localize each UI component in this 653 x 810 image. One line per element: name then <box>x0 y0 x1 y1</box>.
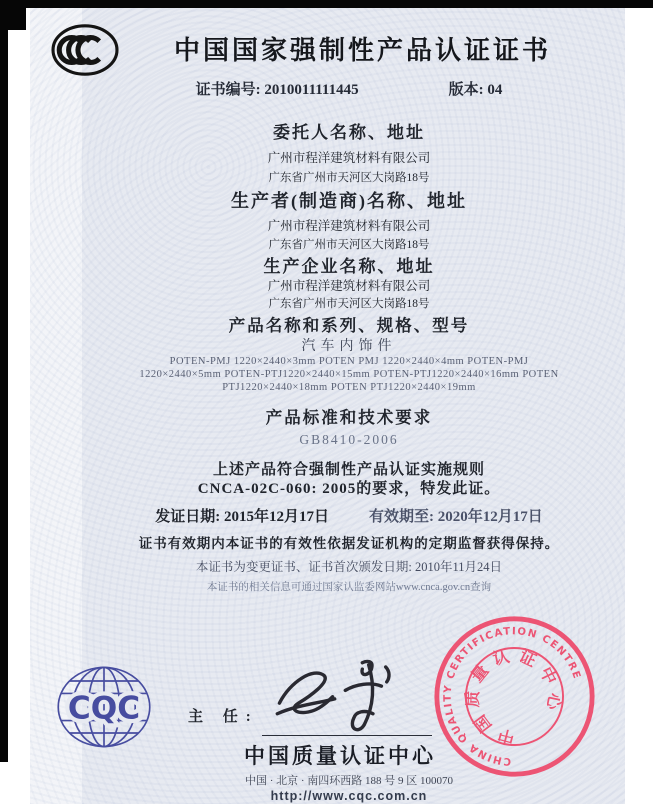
scan-edge-left <box>0 0 8 762</box>
factory-address: 广东省广州市天河区大岗路18号 <box>268 298 430 310</box>
cqc-letters: CQC <box>67 690 141 727</box>
factory-heading: 生产企业名称、地址 <box>263 257 435 276</box>
expiry-date: 有效期至: 2020年12月17日 <box>369 509 543 525</box>
dates-row <box>85 505 613 526</box>
query-note: 本证书的相关信息可通过国家认监委网站www.cnca.gov.cn查询 <box>206 582 492 593</box>
certificate-version: 版本: 04 <box>448 82 503 98</box>
org-website: http://www.cqc.com.cn <box>270 789 428 803</box>
product-spec-line: POTEN-PMJ 1220×2440×3mm POTEN PMJ 1220×2440×4mm POTEN-PMJ <box>169 356 529 367</box>
stamp-inner-text: 中国质量认证中心 <box>462 645 565 748</box>
change-note: 本证书为变更证书、证书首次颁发日期: 2010年11月24日 <box>195 560 503 574</box>
signature-line <box>262 735 432 736</box>
svg-text:CHINA QUALITY CERTIFICATION <box>421 604 603 782</box>
applicant-address: 广东省广州市天河区大岗路18号 <box>268 172 430 184</box>
cqc-logo-icon <box>52 658 156 756</box>
applicant-name: 广州市程洋建筑材料有限公司 <box>267 151 431 165</box>
certificate-paper <box>30 8 625 804</box>
certificate-title: 中国国家强制性产品认证证书 <box>173 36 551 65</box>
product-heading: 产品名称和系列、规格、型号 <box>228 316 470 335</box>
director-label: 主 任: <box>188 709 259 725</box>
statement-line: 上述产品符合强制性产品认证实施规则 <box>212 462 485 478</box>
validity-note: 证书有效期内本证书的有效性依据发证机构的定期监督获得保持。 <box>138 536 560 551</box>
stamp-ring-text: CHINA QUALITY CERTIFICATION CENTRE <box>442 626 583 767</box>
org-name: 中国质量认证中心 <box>244 744 436 768</box>
applicant-heading: 委托人名称、地址 <box>273 123 425 142</box>
factory-name: 广州市程洋建筑材料有限公司 <box>267 279 431 293</box>
org-address: 中国 · 北京 · 南四环西路 188 号 9 区 100070 <box>244 775 454 787</box>
scan-edge-corner <box>0 0 26 30</box>
product-spec-line: PTJ1220×2440×18mm POTEN PTJ1220×2440×19mm <box>222 382 476 393</box>
manufacturer-name: 广州市程洋建筑材料有限公司 <box>267 219 431 233</box>
manufacturer-address: 广东省广州市天河区大岗路18号 <box>268 239 430 251</box>
ccc-mark-icon <box>46 18 124 82</box>
standard-heading: 产品标准和技术要求 <box>265 408 433 427</box>
standard-value: GB8410-2006 <box>299 432 399 447</box>
certificate-number: 证书编号: 2010011111445 <box>195 82 359 98</box>
product-spec-line: 1220×2440×5mm POTEN-PTJ1220×2440×15mm POTEN-PTJ1220×2440×16mm POTEN <box>139 369 559 380</box>
statement-line: CNCA-02C-060: 2005的要求，特发此证。 <box>197 481 501 497</box>
product-name: 汽车内饰件 <box>301 339 397 354</box>
issue-date: 发证日期: 2015年12月17日 <box>155 509 329 525</box>
certificate-number-row <box>85 78 613 99</box>
manufacturer-heading: 生产者(制造商)名称、地址 <box>231 191 467 211</box>
scan-edge-top <box>0 0 653 8</box>
director-signature <box>270 650 410 735</box>
